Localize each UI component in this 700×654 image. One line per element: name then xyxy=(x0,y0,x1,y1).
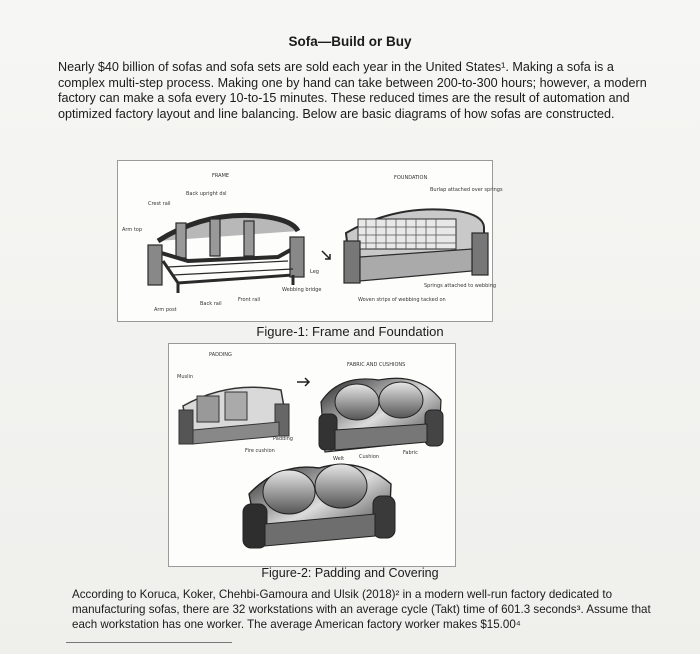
label-back-rail: Back rail xyxy=(200,301,222,307)
label-fabric: Fabric xyxy=(403,450,418,456)
fabric-heading: FABRIC AND CUSHIONS xyxy=(347,362,406,368)
label-crest-rail: Crest rail xyxy=(148,201,171,207)
footnote-divider xyxy=(66,642,232,643)
label-fire-cushion: Fire cushion xyxy=(245,448,275,454)
label-leg: Leg xyxy=(310,269,319,275)
label-arm-top: Arm top xyxy=(122,227,143,233)
label-woven: Woven strips of webbing tacked on xyxy=(358,297,446,303)
foundation-sofa-drawing xyxy=(344,209,488,283)
label-arm-post: Arm post xyxy=(154,307,177,313)
finished-sofa-drawing xyxy=(243,464,395,548)
frame-heading: FRAME xyxy=(212,173,230,179)
frame-sofa-drawing xyxy=(148,215,304,293)
label-back-upright: Back upright dsl xyxy=(186,191,227,197)
label-front-rail: Front rail xyxy=(238,297,261,303)
figure-2-illustration xyxy=(169,344,455,566)
label-burlap: Burlap attached over springs xyxy=(430,187,503,193)
closing-paragraph: According to Koruca, Koker, Chehbi-Gamoura and Ulsik (2018)² in a modern well-run factory dedicated to manufacturing sofas, there are 32 workstations with an average cycle (Takt) time of 601.3 seconds³. Assume that each workstation has one worker. The average American factory worker makes $15.00⁴ xyxy=(72,588,651,631)
label-welt: Welt xyxy=(333,456,345,462)
figure-2-caption: Figure-2: Padding and Covering xyxy=(261,566,439,580)
label-webbing-bridge: Webbing bridge xyxy=(282,287,322,293)
arrow-icon xyxy=(297,378,309,386)
label-padding: Padding xyxy=(273,436,293,442)
arrow-icon xyxy=(322,251,330,259)
foundation-heading: FOUNDATION xyxy=(394,175,428,181)
label-muslin: Muslin xyxy=(177,374,194,380)
page-title: Sofa—Build or Buy xyxy=(288,34,412,49)
label-cushion: Cushion xyxy=(359,454,380,460)
intro-paragraph: Nearly $40 billion of sofas and sofa sets are sold each year in the United States¹. Making a sofa is a complex multi-step process. Making one by hand can take between 200-to-300 hours; however, a modern factory can make a sofa every 10-to-15 minutes. These reduced times are the result of automation and optimized factory layout and line balancing. Below are basic diagrams of how sofas are constructed. xyxy=(58,60,647,121)
figure-2-padding-covering xyxy=(168,343,456,567)
covered-sofa-drawing xyxy=(319,378,443,452)
figure-1-frame-foundation xyxy=(117,160,503,322)
padding-heading: PADDING xyxy=(209,352,232,358)
figure-1-illustration xyxy=(118,161,503,321)
label-springs: Springs attached to webbing xyxy=(424,283,496,289)
figure-1-caption: Figure-1: Frame and Foundation xyxy=(256,324,444,339)
